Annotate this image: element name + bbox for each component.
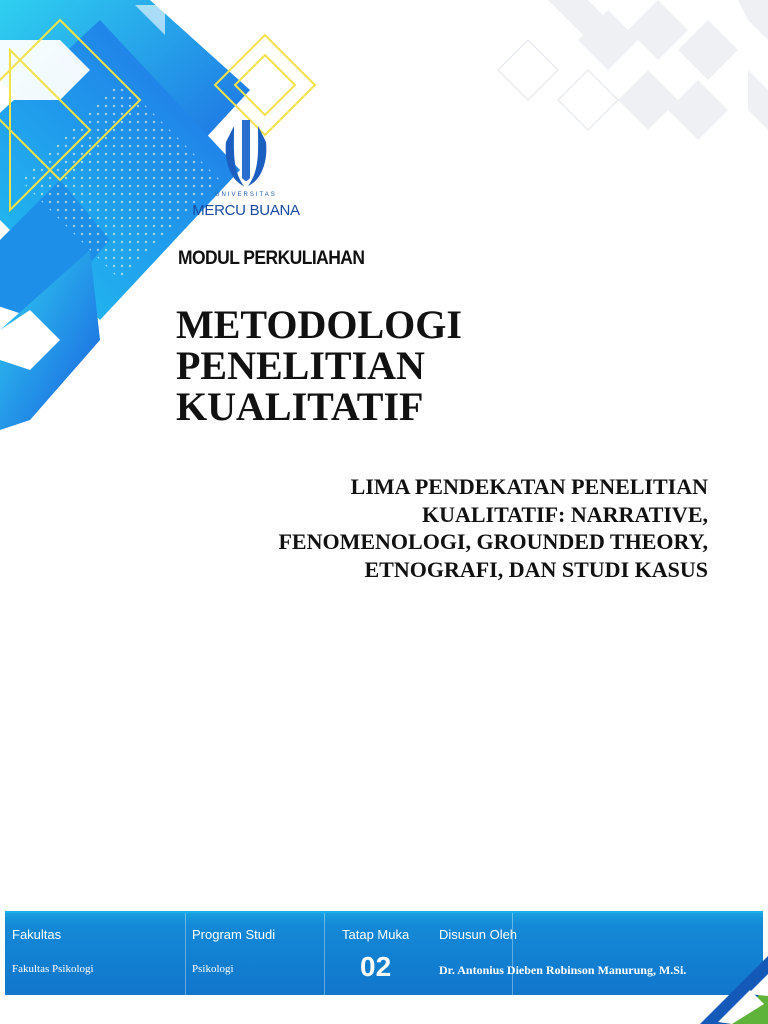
footer-col-prodi	[185, 913, 325, 995]
footer-col-fakultas	[5, 913, 186, 995]
fakultas-label: Fakultas	[12, 927, 62, 942]
corner-decoration-icon	[678, 934, 768, 1024]
fakultas-value: Fakultas Psikologi	[12, 963, 94, 975]
title-line: KUALITATIF	[176, 384, 424, 429]
tatap-muka-label: Tatap Muka	[342, 927, 410, 942]
footer-col-tatap-muka	[324, 913, 434, 995]
mercu-buana-emblem-icon	[176, 120, 316, 192]
subtitle-line: LIMA PENDEKATAN PENELITIAN	[350, 474, 708, 499]
page-title	[176, 304, 696, 427]
logo-university-name: MERCU BUANA	[192, 202, 300, 219]
modul-label: MODUL PERKULIAHAN	[178, 248, 365, 269]
tatap-muka-value: 02	[360, 951, 392, 982]
prodi-value: Psikologi	[192, 963, 234, 975]
title-line: PENELITIAN	[176, 343, 425, 388]
footer-info-table	[5, 911, 763, 995]
title-line: METODOLOGI	[176, 302, 462, 347]
subtitle-line: FENOMENOLOGI, GROUNDED THEORY,	[278, 529, 708, 554]
footer-col-disusun	[434, 913, 687, 995]
footer-info-bar	[0, 911, 768, 1024]
page-subtitle	[148, 473, 708, 583]
disusun-label: Disusun Oleh	[439, 927, 518, 942]
disusun-value: Dr. Antonius Dieben Robinson Manurung, M.Si.	[439, 963, 687, 977]
prodi-label: Program Studi	[192, 927, 276, 942]
logo-small-text: UNIVERSITAS	[215, 192, 277, 198]
university-logo	[176, 120, 316, 226]
subtitle-line: KUALITATIF: NARRATIVE,	[421, 501, 708, 527]
decorative-light-pattern	[348, 0, 768, 140]
subtitle-line: ETNOGRAFI, DAN STUDI KASUS	[364, 556, 708, 582]
